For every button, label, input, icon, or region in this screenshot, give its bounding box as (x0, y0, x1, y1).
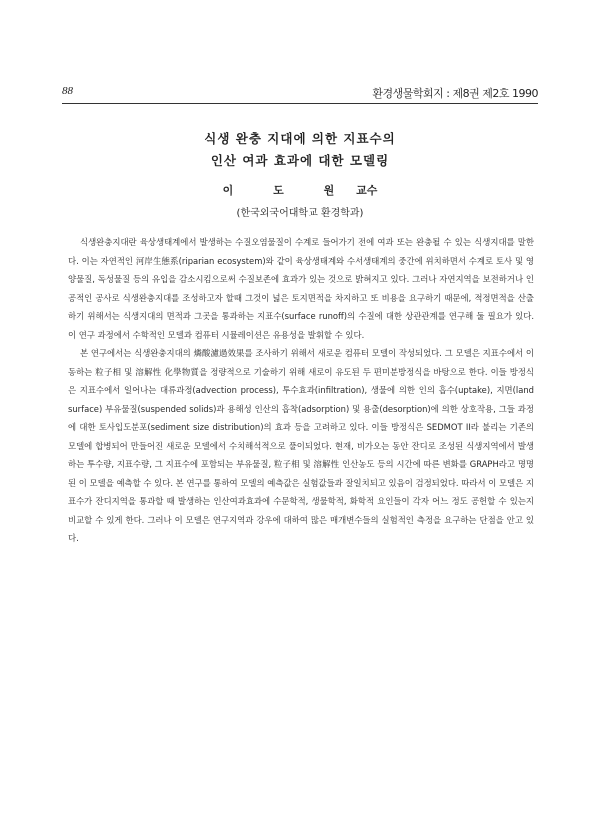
running-header (62, 85, 538, 107)
paper-title (0, 128, 600, 172)
page-number: 88 (62, 85, 73, 97)
abstract (68, 233, 534, 548)
author-name-3: 원 (323, 184, 335, 197)
abstract-paragraph-1: 식생완충지대란 육상생태계에서 발생하는 수질오염물질이 수계로 들어가기 전에 여과 또는 완충될 수 있는 식생지대를 말한다. 이는 자연적인 河岸生態系(riparian ecosystem)와 같이 육상생태계와 수서생태계의 중간에 위치하면서 수계로 토사 및 영양물질, 독성물질 등의 유입을 감소시킴으로써 수질보존에 효과가 있는 것으로 밝혀지고 있다. 그러나 자연지역을 보전하거나 인공적인 공사로 식생완충지대를 조성하고자 할때 그것이 넓은 토지면적을 차지하고 또 비용을 요구하기 때문에, 적정면적을 산출하기 위해서는 식생지대의 면적과 그곳을 통과하는 지표수(surface runoff)의 수질에 대한 상관관계를 연구해 둘 필요가 있다. 이 연구 과정에서 수학적인 모델과 컴퓨터 시뮬레이션은 유용성을 발휘할 수 있다. (68, 237, 534, 340)
author-position: 교수 (356, 184, 378, 197)
author-name-2: 도 (273, 184, 284, 197)
header-rule (62, 103, 538, 104)
abstract-paragraph-2: 본 연구에서는 식생완충지대의 燐酸濾過效果를 조사하기 위해서 새로운 컴퓨터 모델이 작성되었다. 그 모델은 지표수에서 이동하는 粒子相 및 溶解性 化學物質을 정량적으로 기술하기 위해 새로이 유도된 두 편미분방정식을 바탕으로 한다. 이들 방정식은 지표수에서 일어나는 대류과정(advection process), 투수효과(infiltration), 생물에 의한 인의 흡수(uptake), 지면(land surface) 부유물질(suspended solids)과 용해성 인산의 흡착(adsorption) 및 용출(desorption)에 의한 상호작용, 그들 과정에 대한 토사입도분포(sediment size distribution)의 효과 등을 고려하고 있다. 이들 방정식은 SEDMOT II라 불리는 기존의 모델에 합병되어 만들어진 새로운 모델에서 수치해석적으로 풀이되었다. 현재, 비가오는 동안 잔디로 조성된 식생지역에서 발생하는 투수량, 지표수량, 그 지표수에 포함되는 부유물질, 粒子相 및 溶解性 인산농도 등의 시간에 따른 변화를 GRAPH라고 명명된 이 모델을 예측할 수 있다. 본 연구를 통하여 모델의 예측값은 실험값들과 잘일치되고 있음이 검정되었다. 따라서 이 모델은 지표수가 잔디지역을 통과할 때 발생하는 인산여과효과에 수문학적, 생물학적, 화학적 요인들이 각자 어느 정도 공헌할 수 있는지 비교할 수 있게 한다. 그러나 이 모델은 연구지역과 강우에 대하여 많은 매개변수들의 실험적인 측정을 요구하는 단점을 안고 있다. (68, 348, 534, 543)
title-line-1: 식생 완충 지대에 의한 지표수의 (204, 131, 396, 146)
journal-citation: 환경생물학회지 : 제8권 제2호 1990 (372, 87, 538, 100)
author-affiliation: (한국외국어대학교 환경학과) (236, 208, 364, 219)
author-line (0, 182, 600, 198)
title-line-2: 인산 여과 효과에 대한 모델링 (210, 153, 390, 168)
author-name-1: 이 (222, 184, 234, 197)
